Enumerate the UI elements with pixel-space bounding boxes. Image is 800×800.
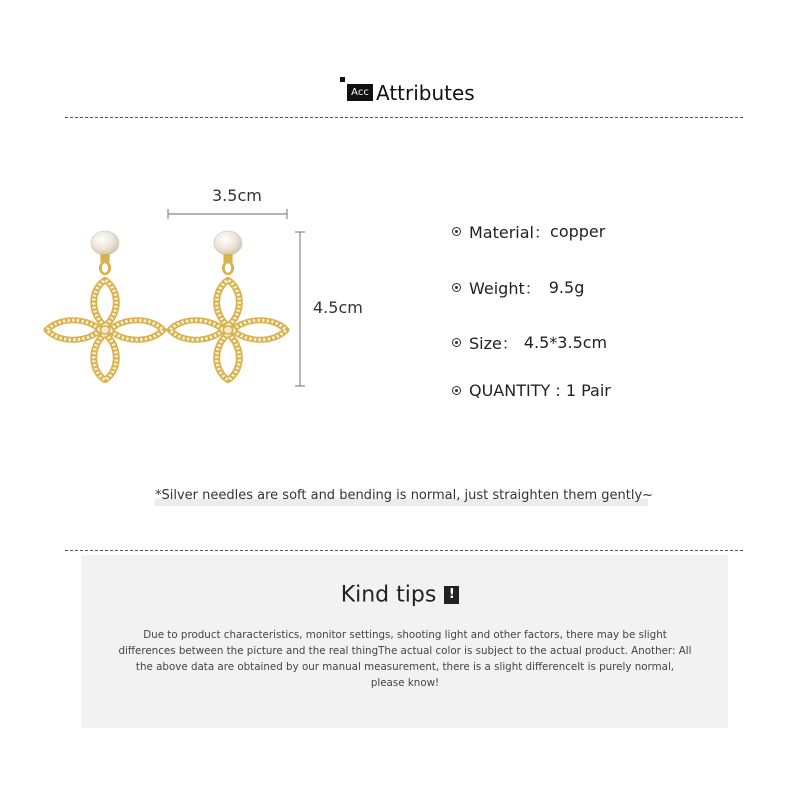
attr-quantity: [452, 381, 611, 400]
bullet-icon: [452, 386, 461, 395]
width-measure-line: [168, 209, 287, 219]
bullet-icon: [452, 338, 461, 347]
tips-heading: [0, 582, 800, 608]
exclamation-icon: !: [444, 586, 459, 604]
attr-size-label: Size：: [469, 334, 518, 353]
attr-material-label: Material：: [469, 223, 551, 242]
height-measure-line: [295, 232, 305, 386]
care-note: *Silver needles are soft and bending is normal, just straighten them gently~: [155, 486, 648, 506]
earring-left: [47, 231, 163, 380]
tips-body: Due to product characteristics, monitor settings, shooting light and other factors, there may be slight differences between the picture and the real thingThe actual color is subject to the actual product. Another: All the above data are obtained by our manual measurement, there is a slight differenceIt is purely normal, please know!: [118, 629, 692, 689]
attr-material: [452, 220, 605, 243]
bullet-icon: [452, 283, 461, 292]
attr-weight-label: Weight：: [469, 279, 541, 298]
width-label: 3.5cm: [212, 186, 262, 205]
attr-weight: [452, 276, 584, 299]
attr-size: [452, 331, 607, 354]
attr-size-value: 4.5*3.5cm: [523, 333, 608, 352]
attr-quantity-label: QUANTITY : 1 Pair: [469, 381, 611, 400]
attr-material-value: copper: [550, 222, 606, 241]
height-label: 4.5cm: [313, 298, 363, 317]
section-title: Attributes: [376, 81, 475, 105]
tips-title: Kind tips: [340, 582, 437, 608]
header-badge: Acc: [347, 84, 373, 101]
attr-weight-value: 9.5g: [548, 278, 585, 297]
earring-right: [170, 231, 286, 380]
divider-bottom: [65, 550, 743, 551]
bullet-icon: [452, 227, 461, 236]
